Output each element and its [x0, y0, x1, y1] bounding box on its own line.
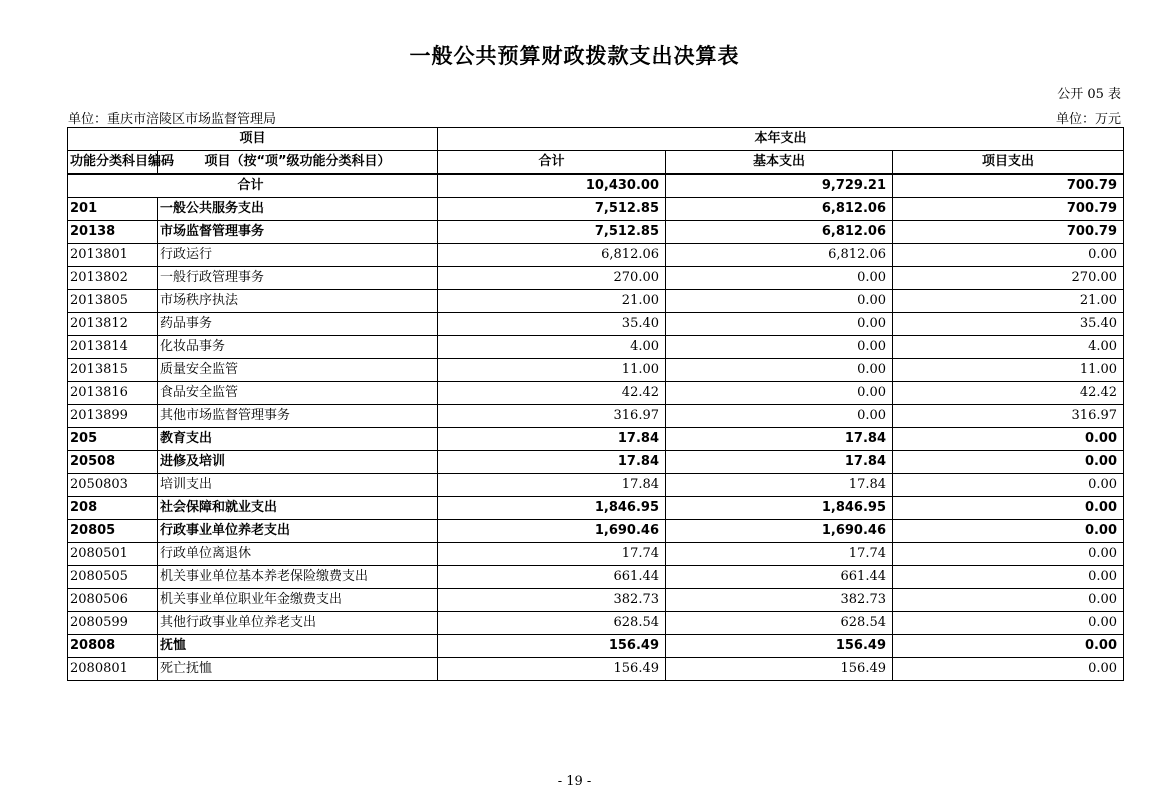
cell-total: 35.40: [438, 313, 666, 336]
cell-project: 0.00: [893, 474, 1124, 497]
cell-basic: 0.00: [666, 382, 893, 405]
cell-code: 2013816: [68, 382, 158, 405]
cell-project: 35.40: [893, 313, 1124, 336]
cell-basic: 0.00: [666, 336, 893, 359]
table-row: [68, 244, 1124, 267]
cell-project: 0.00: [893, 635, 1124, 658]
cell-code: 2013802: [68, 267, 158, 290]
cell-total: 17.84: [438, 474, 666, 497]
header-project: 项目支出: [893, 151, 1124, 175]
cell-total: 17.84: [438, 451, 666, 474]
cell-name: 培训支出: [158, 474, 438, 497]
total-total: 10,430.00: [438, 174, 666, 198]
header-basic: 基本支出: [666, 151, 893, 175]
cell-project: 270.00: [893, 267, 1124, 290]
cell-code: 2080801: [68, 658, 158, 681]
cell-name: 行政事业单位养老支出: [158, 520, 438, 543]
cell-basic: 0.00: [666, 359, 893, 382]
cell-project: 0.00: [893, 543, 1124, 566]
cell-project: 4.00: [893, 336, 1124, 359]
cell-total: 628.54: [438, 612, 666, 635]
cell-total: 21.00: [438, 290, 666, 313]
cell-total: 1,846.95: [438, 497, 666, 520]
cell-code: 2080599: [68, 612, 158, 635]
cell-total: 17.84: [438, 428, 666, 451]
cell-name: 行政单位离退休: [158, 543, 438, 566]
table-row: [68, 451, 1124, 474]
cell-code: 2080506: [68, 589, 158, 612]
cell-total: 156.49: [438, 635, 666, 658]
cell-name: 市场秩序执法: [158, 290, 438, 313]
total-basic: 9,729.21: [666, 174, 893, 198]
cell-code: 2080501: [68, 543, 158, 566]
header-code: 功能分类科目编码: [68, 151, 158, 175]
cell-basic: 17.84: [666, 451, 893, 474]
table-row: [68, 290, 1124, 313]
cell-total: 6,812.06: [438, 244, 666, 267]
total-project: 700.79: [893, 174, 1124, 198]
cell-name: 质量安全监管: [158, 359, 438, 382]
table-row: [68, 267, 1124, 290]
cell-project: 0.00: [893, 658, 1124, 681]
table-row: [68, 474, 1124, 497]
table-body: [68, 174, 1124, 681]
table-row: [68, 198, 1124, 221]
table-row: [68, 497, 1124, 520]
cell-name: 一般公共服务支出: [158, 198, 438, 221]
cell-name: 行政运行: [158, 244, 438, 267]
cell-code: 205: [68, 428, 158, 451]
cell-total: 42.42: [438, 382, 666, 405]
table-row: [68, 221, 1124, 244]
cell-total: 7,512.85: [438, 198, 666, 221]
cell-name: 一般行政管理事务: [158, 267, 438, 290]
cell-project: 21.00: [893, 290, 1124, 313]
cell-basic: 17.74: [666, 543, 893, 566]
cell-name: 机关事业单位基本养老保险缴费支出: [158, 566, 438, 589]
cell-basic: 156.49: [666, 658, 893, 681]
cell-code: 20508: [68, 451, 158, 474]
cell-project: 0.00: [893, 244, 1124, 267]
cell-basic: 1,690.46: [666, 520, 893, 543]
cell-code: 2013805: [68, 290, 158, 313]
cell-project: 0.00: [893, 520, 1124, 543]
cell-name: 教育支出: [158, 428, 438, 451]
cell-code: 2050803: [68, 474, 158, 497]
cell-basic: 6,812.06: [666, 198, 893, 221]
cell-basic: 0.00: [666, 313, 893, 336]
cell-basic: 6,812.06: [666, 244, 893, 267]
unit-currency: 单位：万元: [1055, 112, 1121, 127]
cell-basic: 661.44: [666, 566, 893, 589]
table-row: [68, 658, 1124, 681]
cell-code: 20805: [68, 520, 158, 543]
cell-total: 270.00: [438, 267, 666, 290]
cell-basic: 382.73: [666, 589, 893, 612]
cell-project: 0.00: [893, 589, 1124, 612]
cell-project: 0.00: [893, 428, 1124, 451]
expenditure-table: [67, 127, 1124, 681]
unit-organization: 单位：重庆市涪陵区市场监督管理局: [68, 112, 277, 127]
cell-code: 2013814: [68, 336, 158, 359]
cell-total: 1,690.46: [438, 520, 666, 543]
header-expense-group: 本年支出: [438, 128, 1124, 151]
cell-name: 食品安全监管: [158, 382, 438, 405]
cell-name: 其他市场监督管理事务: [158, 405, 438, 428]
cell-code: 2013801: [68, 244, 158, 267]
cell-basic: 0.00: [666, 290, 893, 313]
cell-name: 其他行政事业单位养老支出: [158, 612, 438, 635]
cell-code: 2013812: [68, 313, 158, 336]
cell-basic: 1,846.95: [666, 497, 893, 520]
header-total: 合计: [438, 151, 666, 175]
header-name: 项目（按“项”级功能分类科目）: [158, 151, 438, 175]
total-row: [68, 174, 1124, 198]
cell-name: 社会保障和就业支出: [158, 497, 438, 520]
cell-basic: 628.54: [666, 612, 893, 635]
cell-total: 661.44: [438, 566, 666, 589]
cell-project: 0.00: [893, 497, 1124, 520]
cell-project: 0.00: [893, 612, 1124, 635]
cell-project: 11.00: [893, 359, 1124, 382]
table-row: [68, 336, 1124, 359]
table-row: [68, 428, 1124, 451]
cell-code: 201: [68, 198, 158, 221]
cell-project: 42.42: [893, 382, 1124, 405]
form-code: 公开 05 表: [1057, 87, 1121, 102]
cell-code: 2080505: [68, 566, 158, 589]
cell-basic: 17.84: [666, 428, 893, 451]
table-row: [68, 635, 1124, 658]
document-title: 一般公共预算财政拨款支出决算表: [409, 44, 740, 68]
cell-total: 316.97: [438, 405, 666, 428]
table-row: [68, 359, 1124, 382]
cell-project: 316.97: [893, 405, 1124, 428]
table-row: [68, 566, 1124, 589]
cell-total: 17.74: [438, 543, 666, 566]
table-row: [68, 405, 1124, 428]
table-row: [68, 520, 1124, 543]
cell-basic: 156.49: [666, 635, 893, 658]
cell-code: 208: [68, 497, 158, 520]
cell-project: 0.00: [893, 566, 1124, 589]
table-row: [68, 612, 1124, 635]
cell-basic: 6,812.06: [666, 221, 893, 244]
table-row: [68, 382, 1124, 405]
cell-code: 20808: [68, 635, 158, 658]
table-row: [68, 543, 1124, 566]
cell-code: 2013815: [68, 359, 158, 382]
cell-project: 700.79: [893, 198, 1124, 221]
cell-basic: 0.00: [666, 405, 893, 428]
table-row: [68, 589, 1124, 612]
cell-name: 死亡抚恤: [158, 658, 438, 681]
cell-code: 2013899: [68, 405, 158, 428]
cell-basic: 0.00: [666, 267, 893, 290]
cell-name: 抚恤: [158, 635, 438, 658]
cell-total: 156.49: [438, 658, 666, 681]
cell-name: 化妆品事务: [158, 336, 438, 359]
cell-total: 7,512.85: [438, 221, 666, 244]
cell-total: 4.00: [438, 336, 666, 359]
cell-name: 药品事务: [158, 313, 438, 336]
cell-name: 机关事业单位职业年金缴费支出: [158, 589, 438, 612]
cell-total: 382.73: [438, 589, 666, 612]
cell-name: 进修及培训: [158, 451, 438, 474]
page-number: - 19 -: [557, 774, 592, 789]
cell-project: 0.00: [893, 451, 1124, 474]
table-row: [68, 313, 1124, 336]
cell-basic: 17.84: [666, 474, 893, 497]
cell-name: 市场监督管理事务: [158, 221, 438, 244]
cell-code: 20138: [68, 221, 158, 244]
total-label: 合计: [68, 174, 438, 198]
header-item-group: 项目: [68, 128, 438, 151]
cell-project: 700.79: [893, 221, 1124, 244]
cell-total: 11.00: [438, 359, 666, 382]
